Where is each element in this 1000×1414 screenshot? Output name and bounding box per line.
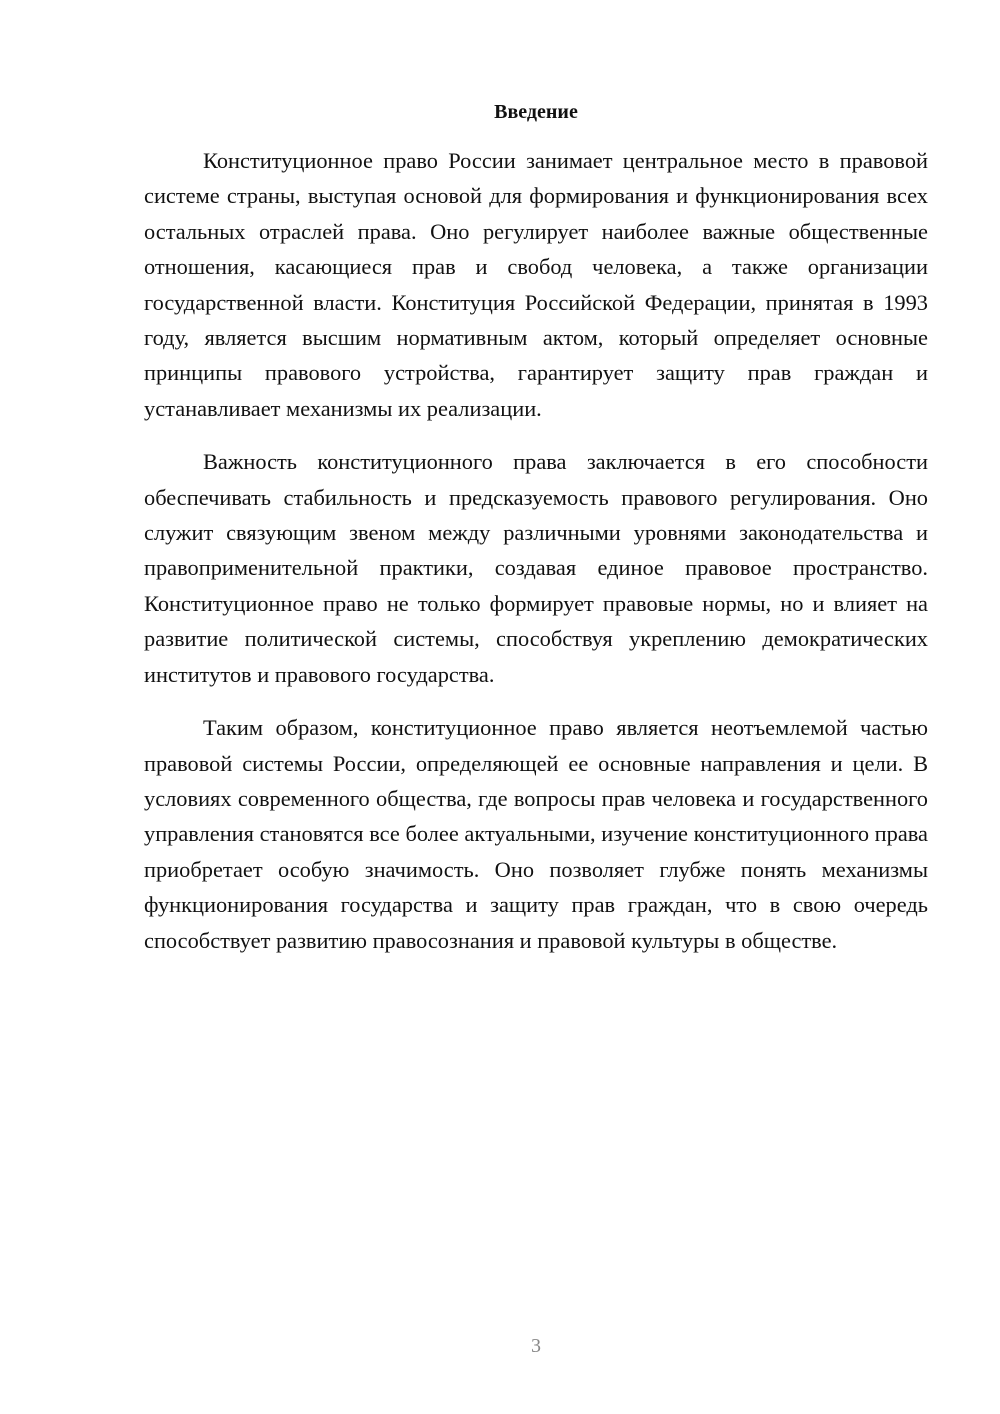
body-text bbox=[144, 143, 928, 976]
paragraph-3: Таким образом, конституционное право является неотъемлемой частью правовой системы России, определяющей ее основные направления и цели. В условиях современного общества, где вопросы прав человека и государственного управления становятся все более актуальными, изучение конституционного права приобретает особую значимость. Оно позволяет глубже понять механизмы функционирования государства и защиту прав граждан, что в свою очередь способствует развитию правосознания и правовой культуры в обществе. bbox=[144, 715, 928, 953]
page-number: 3 bbox=[531, 1335, 541, 1357]
paragraph-2: Важность конституционного права заключается в его способности обеспечивать стабильность и предсказуемость правового регулирования. Оно служит связующим звеном между различными уровнями законодательства и правоприменительной практики, создавая единое правовое пространство. Конституционное право не только формирует правовые нормы, но и влияет на развитие политической системы, способствуя укреплению демократических институтов и правового государства. bbox=[144, 449, 928, 687]
section-heading: Введение bbox=[494, 101, 578, 123]
paragraph-1: Конституционное право России занимает центральное место в правовой системе страны, выступая основой для формирования и функционирования всех остальных отраслей права. Оно регулирует наиболее важные общественные отношения, касающиеся прав и свобод человека, а также организации государственной власти. Конституция Российской Федерации, принятая в 1993 году, является высшим нормативным актом, который определяет основные принципы правового устройства, гарантирует защиту прав граждан и устанавливает механизмы их реализации. bbox=[144, 148, 928, 421]
